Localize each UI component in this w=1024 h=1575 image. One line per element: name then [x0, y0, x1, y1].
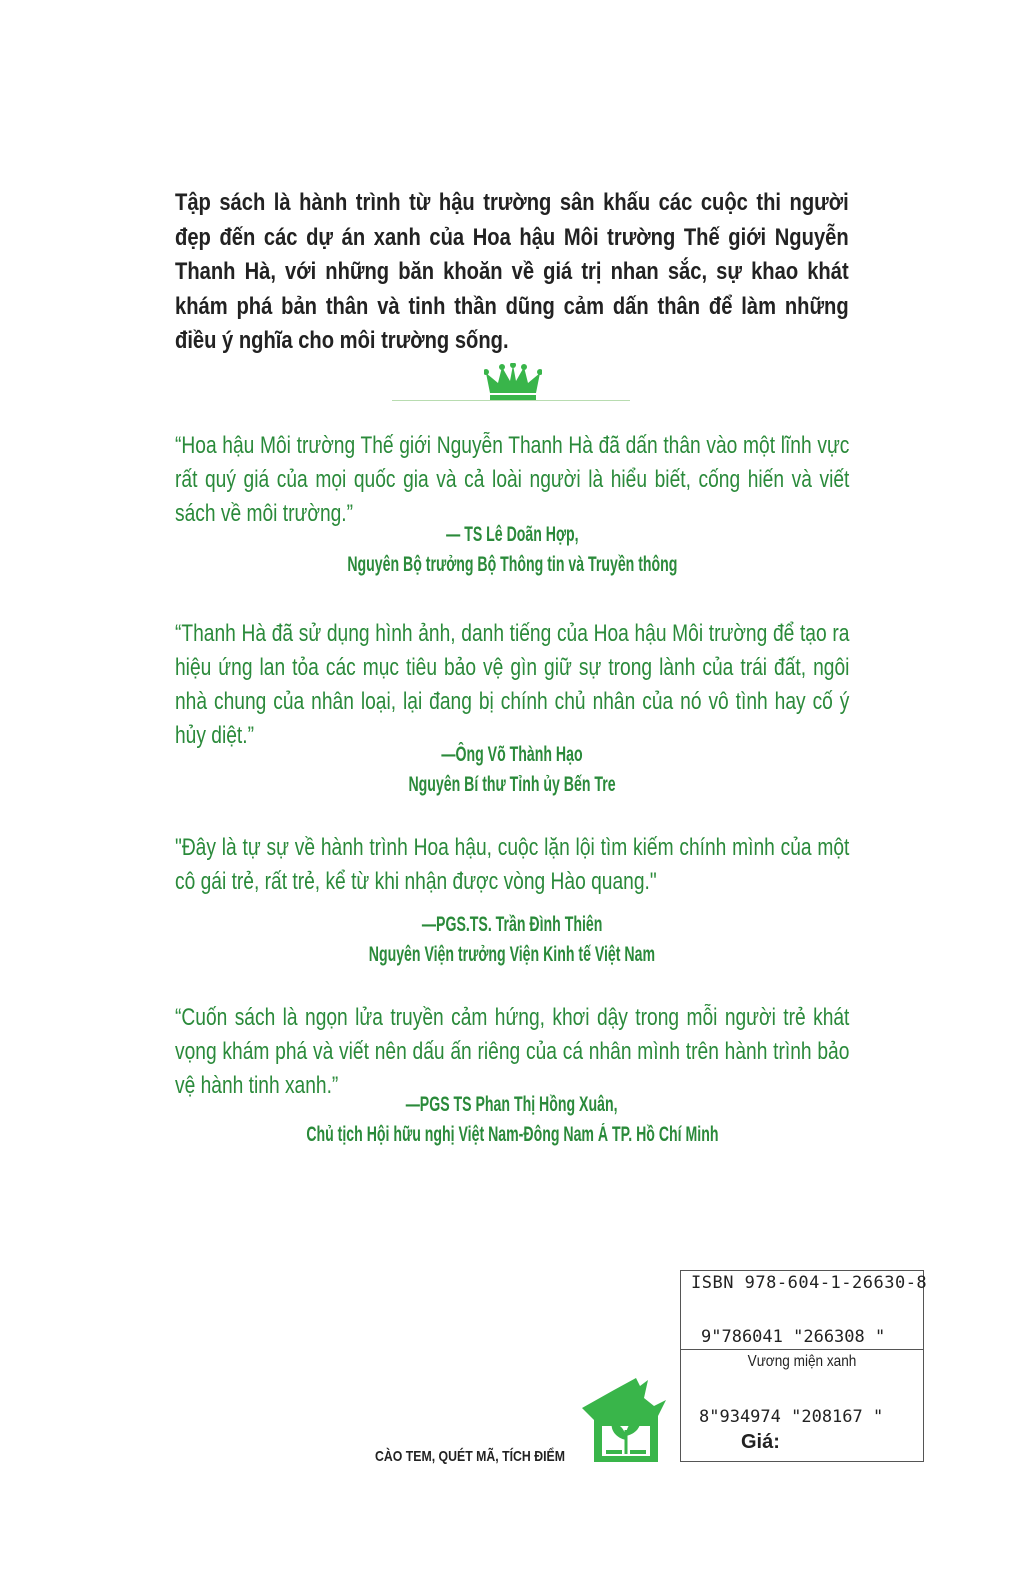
quote-3-role: Nguyên Viện trưởng Viện Kinh tế Việt Nam	[368, 943, 656, 966]
quote-3-text: "Đây là tự sự về hành trình Hoa hậu, cuộc lặn lội tìm kiếm chính mình của một cô gái trẻ, rất trẻ, kể từ khi nhận được vòng Hào quang."	[175, 834, 850, 895]
barcode-separator	[681, 1349, 923, 1350]
quote-2-attribution	[175, 740, 849, 800]
barcode-number-1: 9"786041 "266308 "	[701, 1327, 886, 1347]
scratch-scan-text: CÀO TEM, QUÉT MÃ, TÍCH ĐIỂM	[375, 1448, 565, 1465]
barcode-box	[680, 1270, 928, 1462]
divider-line	[392, 400, 630, 401]
quote-4-attribution	[175, 1090, 849, 1150]
quote-3-attribution	[175, 910, 849, 970]
barcode-number-2: 8"934974 "208167 "	[699, 1407, 884, 1427]
quote-1-role: Nguyên Bộ trưởng Bộ Thông tin và Truyền thông	[346, 553, 678, 576]
quote-4-author: —PGS TS Phan Thị Hồng Xuân,	[406, 1093, 618, 1116]
quote-2-role: Nguyên Bí thư Tỉnh ủy Bến Tre	[408, 773, 616, 796]
leaf-house-logo-icon	[574, 1376, 674, 1466]
intro-paragraph: Tập sách là hành trình từ hậu trường sân khấu các cuộc thi người đẹp đến các dự án xanh của Hoa hậu Môi trường Thế giới Nguyễn Thanh Hà, với những băn khoăn về giá trị nhan sắc, sự khao khát khám phá bản thân và tinh thần dũng cảm dấn thân để làm những điều ý nghĩa cho môi trường sống.	[175, 189, 849, 354]
quote-2-author: —Ông Võ Thành Hạo	[441, 743, 583, 766]
quote-1-author: — TS Lê Doãn Hợp,	[445, 523, 579, 546]
quote-4-role: Chủ tịch Hội hữu nghị Việt Nam-Đông Nam Á TP. Hồ Chí Minh	[305, 1123, 719, 1146]
price-label: Giá:	[741, 1431, 780, 1453]
quote-3-author: —PGS.TS. Trần Đình Thiên	[421, 913, 603, 936]
quote-1-text: “Hoa hậu Môi trường Thế giới Nguyễn Thanh Hà đã dấn thân vào một lĩnh vực rất quý giá của mọi quốc gia và cả loài người là hiểu biết, cống hiến và viết sách về môi trường.”	[175, 432, 850, 527]
quote-4-text: “Cuốn sách là ngọn lửa truyền cảm hứng, khơi dậy trong mỗi người trẻ khát vọng khám phá và viết nên dấu ấn riêng của cá nhân mình trên hành trình bảo vệ hành tinh xanh.”	[175, 1004, 850, 1099]
quote-2-text: “Thanh Hà đã sử dụng hình ảnh, danh tiếng của Hoa hậu Môi trường để tạo ra hiệu ứng lan tỏa các mục tiêu bảo vệ gìn giữ sự trong lành của trái đất, ngôi nhà chung của nhân loại, lại đang bị chính chủ nhân của nó vô tình hay cố ý hủy diệt.”	[175, 620, 850, 749]
crown-icon	[484, 363, 542, 401]
isbn-text: ISBN 978-604-1-26630-8	[691, 1273, 928, 1293]
barcode-book-title: Vương miện xanh	[747, 1353, 857, 1370]
quote-1-attribution	[175, 520, 849, 580]
